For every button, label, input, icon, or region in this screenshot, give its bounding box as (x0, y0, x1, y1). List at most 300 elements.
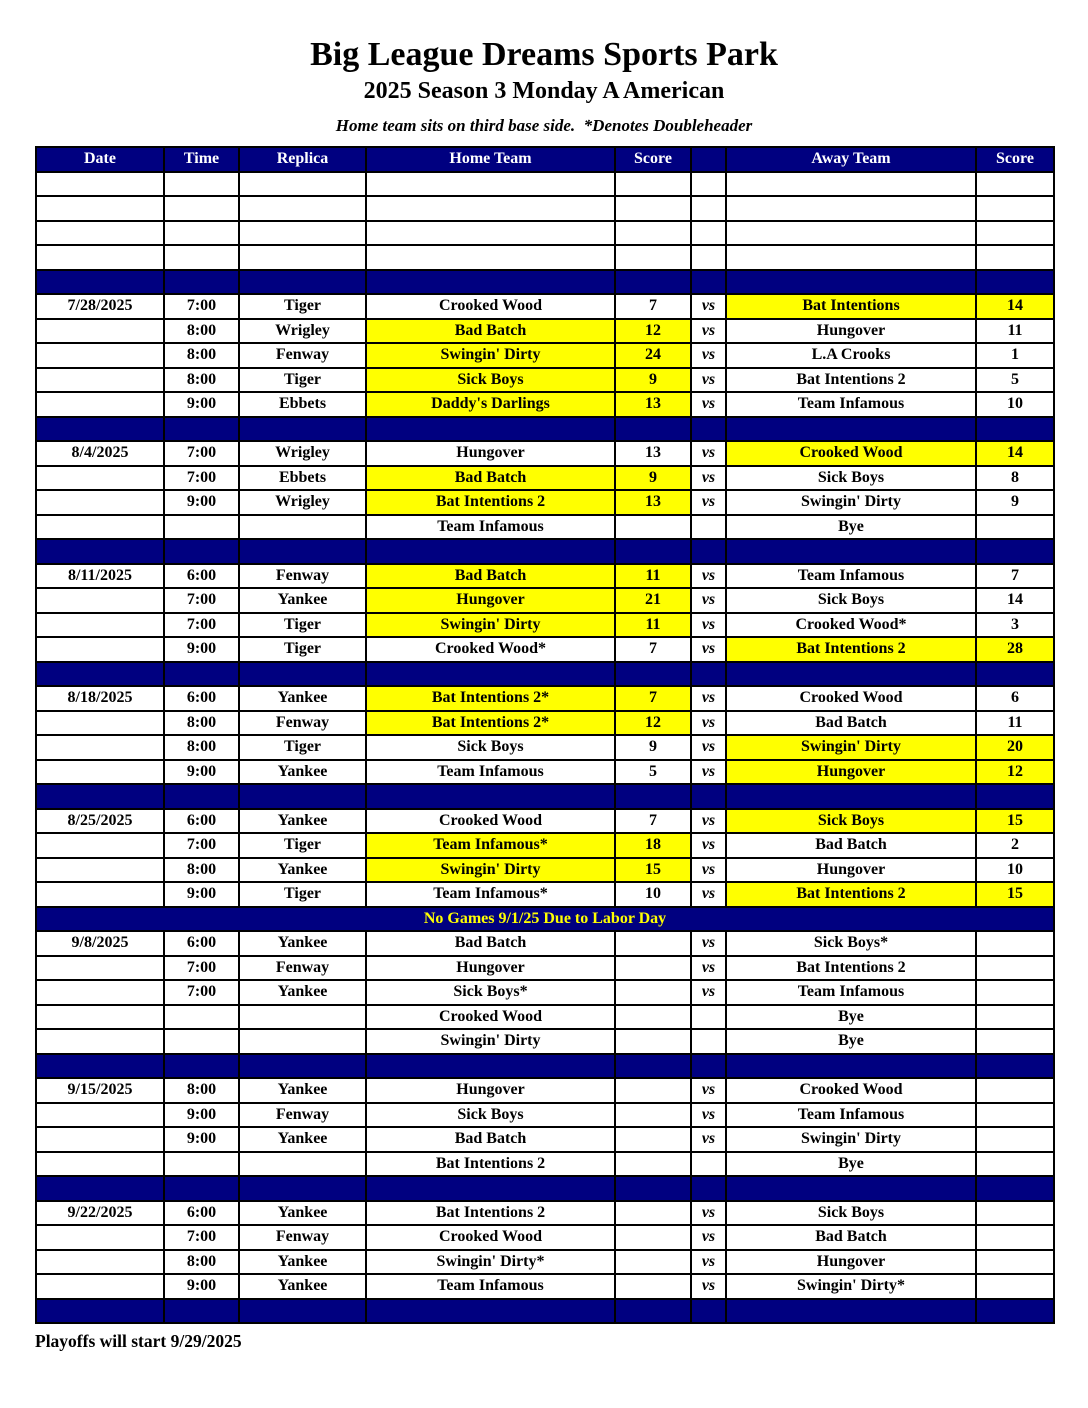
schedule-row (36, 637, 1054, 662)
date-cell (36, 1054, 164, 1079)
home-team-cell: Bat Intentions 2 (366, 490, 615, 515)
home-team-cell: Swingin' Dirty (366, 613, 615, 638)
vs-cell: vs (691, 833, 726, 858)
date-cell (36, 784, 164, 809)
time-cell: 6:00 (164, 809, 239, 834)
away-score-cell: 15 (976, 882, 1054, 907)
home-score-cell: 15 (615, 858, 691, 883)
date-cell (36, 882, 164, 907)
vs-cell: vs (691, 956, 726, 981)
time-cell (164, 539, 239, 564)
vs-cell (691, 172, 726, 197)
time-cell (164, 1005, 239, 1030)
time-cell (164, 784, 239, 809)
replica-cell (239, 1005, 366, 1030)
away-team-cell (726, 1054, 976, 1079)
home-team-cell: Crooked Wood (366, 809, 615, 834)
date-cell (36, 858, 164, 883)
home-team-cell: Hungover (366, 441, 615, 466)
date-cell: 8/4/2025 (36, 441, 164, 466)
date-cell: 9/15/2025 (36, 1078, 164, 1103)
away-score-cell: 14 (976, 588, 1054, 613)
away-score-cell (976, 515, 1054, 540)
away-score-cell: 8 (976, 466, 1054, 491)
away-team-cell: Sick Boys (726, 588, 976, 613)
replica-cell: Wrigley (239, 490, 366, 515)
replica-cell: Yankee (239, 760, 366, 785)
away-team-cell (726, 196, 976, 221)
vs-cell (691, 1176, 726, 1201)
home-team-cell: Bad Batch (366, 931, 615, 956)
home-score-cell: 24 (615, 343, 691, 368)
replica-cell: Yankee (239, 588, 366, 613)
time-cell: 9:00 (164, 1274, 239, 1299)
time-cell (164, 196, 239, 221)
vs-cell: vs (691, 1250, 726, 1275)
separator-row (36, 1176, 1054, 1201)
vs-cell: vs (691, 711, 726, 736)
date-cell (36, 613, 164, 638)
home-team-cell: Hungover (366, 588, 615, 613)
away-score-cell (976, 980, 1054, 1005)
away-score-cell: 20 (976, 735, 1054, 760)
home-score-cell: 9 (615, 735, 691, 760)
home-score-cell: 21 (615, 588, 691, 613)
away-score-cell (976, 1127, 1054, 1152)
away-score-cell (976, 221, 1054, 246)
away-team-cell: Bad Batch (726, 711, 976, 736)
vs-cell: vs (691, 980, 726, 1005)
date-cell (36, 1029, 164, 1054)
schedule-row (36, 1201, 1054, 1226)
away-team-cell: Crooked Wood* (726, 613, 976, 638)
replica-cell: Ebbets (239, 466, 366, 491)
away-team-cell: Hungover (726, 858, 976, 883)
away-score-cell: 15 (976, 809, 1054, 834)
vs-cell: vs (691, 637, 726, 662)
vs-cell (691, 539, 726, 564)
away-team-cell: Hungover (726, 760, 976, 785)
home-score-cell: 10 (615, 882, 691, 907)
time-cell: 6:00 (164, 1201, 239, 1226)
home-team-cell (366, 245, 615, 270)
date-cell (36, 1225, 164, 1250)
home-score-cell: 9 (615, 466, 691, 491)
away-team-cell: Bat Intentions 2 (726, 368, 976, 393)
time-cell (164, 245, 239, 270)
col-header-away-score: Score (976, 147, 1054, 172)
date-cell (36, 1176, 164, 1201)
home-team-cell (366, 1176, 615, 1201)
empty-row (36, 196, 1054, 221)
time-cell: 7:00 (164, 294, 239, 319)
time-cell: 6:00 (164, 686, 239, 711)
vs-cell: vs (691, 809, 726, 834)
separator-row (36, 784, 1054, 809)
home-team-cell: Bad Batch (366, 319, 615, 344)
home-score-cell (615, 784, 691, 809)
replica-cell: Tiger (239, 735, 366, 760)
away-team-cell (726, 221, 976, 246)
date-cell (36, 196, 164, 221)
schedule-row (36, 760, 1054, 785)
date-cell (36, 172, 164, 197)
replica-cell (239, 172, 366, 197)
schedule-row (36, 1005, 1054, 1030)
vs-cell: vs (691, 343, 726, 368)
home-score-cell (615, 172, 691, 197)
playoffs-note: Playoffs will start 9/29/2025 (35, 1331, 242, 1351)
away-score-cell (976, 1152, 1054, 1177)
vs-cell: vs (691, 1127, 726, 1152)
away-team-cell (726, 1176, 976, 1201)
home-score-cell (615, 1054, 691, 1079)
separator-row (36, 662, 1054, 687)
time-cell (164, 1176, 239, 1201)
empty-row (36, 245, 1054, 270)
home-score-cell: 5 (615, 760, 691, 785)
date-cell (36, 1005, 164, 1030)
replica-cell: Tiger (239, 882, 366, 907)
home-team-cell (366, 1054, 615, 1079)
time-cell: 9:00 (164, 1127, 239, 1152)
away-score-cell (976, 539, 1054, 564)
away-team-cell: Swingin' Dirty (726, 735, 976, 760)
home-team-cell: Sick Boys* (366, 980, 615, 1005)
away-score-cell (976, 1054, 1054, 1079)
home-score-cell (615, 1201, 691, 1226)
date-cell (36, 760, 164, 785)
away-team-cell: Sick Boys (726, 466, 976, 491)
away-team-cell: Crooked Wood (726, 1078, 976, 1103)
replica-cell: Ebbets (239, 392, 366, 417)
home-team-cell (366, 196, 615, 221)
schedule-row (36, 588, 1054, 613)
replica-cell: Wrigley (239, 319, 366, 344)
vs-cell: vs (691, 686, 726, 711)
time-cell: 7:00 (164, 588, 239, 613)
home-team-cell: Bat Intentions 2* (366, 686, 615, 711)
replica-cell: Tiger (239, 613, 366, 638)
schedule-row (36, 1078, 1054, 1103)
date-cell (36, 270, 164, 295)
away-score-cell (976, 1176, 1054, 1201)
away-score-cell (976, 245, 1054, 270)
vs-cell: vs (691, 613, 726, 638)
date-cell (36, 637, 164, 662)
replica-cell: Fenway (239, 711, 366, 736)
away-team-cell (726, 417, 976, 442)
away-team-cell (726, 1299, 976, 1324)
replica-cell: Tiger (239, 637, 366, 662)
away-team-cell: L.A Crooks (726, 343, 976, 368)
vs-cell (691, 515, 726, 540)
schedule-row (36, 1225, 1054, 1250)
home-team-cell: Swingin' Dirty (366, 343, 615, 368)
replica-cell (239, 515, 366, 540)
time-cell: 9:00 (164, 490, 239, 515)
home-score-cell: 7 (615, 809, 691, 834)
time-cell: 6:00 (164, 564, 239, 589)
home-score-cell: 13 (615, 441, 691, 466)
away-team-cell: Sick Boys (726, 1201, 976, 1226)
away-score-cell (976, 1078, 1054, 1103)
home-score-cell (615, 980, 691, 1005)
away-team-cell: Bad Batch (726, 1225, 976, 1250)
home-team-cell: Bad Batch (366, 564, 615, 589)
away-score-cell (976, 172, 1054, 197)
schedule-row (36, 686, 1054, 711)
away-team-cell (726, 662, 976, 687)
time-cell: 8:00 (164, 858, 239, 883)
schedule-row (36, 1274, 1054, 1299)
vs-cell: vs (691, 735, 726, 760)
vs-cell (691, 196, 726, 221)
home-team-cell: Crooked Wood (366, 1225, 615, 1250)
replica-cell: Yankee (239, 1250, 366, 1275)
replica-cell (239, 417, 366, 442)
home-team-cell (366, 662, 615, 687)
vs-cell (691, 221, 726, 246)
home-team-cell: Crooked Wood (366, 1005, 615, 1030)
home-score-cell: 12 (615, 319, 691, 344)
away-score-cell: 7 (976, 564, 1054, 589)
vs-cell (691, 662, 726, 687)
date-cell (36, 1152, 164, 1177)
table-header-row (36, 147, 1054, 172)
replica-cell (239, 1054, 366, 1079)
away-score-cell (976, 784, 1054, 809)
replica-cell (239, 1152, 366, 1177)
vs-cell (691, 1054, 726, 1079)
away-score-cell: 5 (976, 368, 1054, 393)
home-score-cell: 7 (615, 686, 691, 711)
schedule-row (36, 343, 1054, 368)
replica-cell: Fenway (239, 956, 366, 981)
time-cell: 9:00 (164, 637, 239, 662)
date-cell (36, 735, 164, 760)
away-team-cell (726, 245, 976, 270)
date-cell: 8/11/2025 (36, 564, 164, 589)
empty-row (36, 172, 1054, 197)
replica-cell (239, 196, 366, 221)
vs-cell: vs (691, 1103, 726, 1128)
home-team-cell: Swingin' Dirty* (366, 1250, 615, 1275)
away-score-cell (976, 1299, 1054, 1324)
replica-cell: Yankee (239, 1078, 366, 1103)
away-score-cell (976, 1103, 1054, 1128)
replica-cell: Wrigley (239, 441, 366, 466)
away-team-cell: Hungover (726, 319, 976, 344)
away-team-cell: Sick Boys (726, 809, 976, 834)
schedule-row (36, 1029, 1054, 1054)
replica-cell (239, 1299, 366, 1324)
time-cell (164, 417, 239, 442)
schedule-row (36, 711, 1054, 736)
vs-cell: vs (691, 858, 726, 883)
home-score-cell: 7 (615, 294, 691, 319)
date-cell (36, 392, 164, 417)
away-score-cell: 1 (976, 343, 1054, 368)
away-team-cell: Bat Intentions 2 (726, 956, 976, 981)
date-cell (36, 662, 164, 687)
replica-cell (239, 784, 366, 809)
away-score-cell (976, 1225, 1054, 1250)
date-cell (36, 1103, 164, 1128)
schedule-note: Home team sits on third base side. *Denotes Doubleheader (335, 116, 753, 135)
date-cell (36, 1299, 164, 1324)
replica-cell (239, 1176, 366, 1201)
away-score-cell: 12 (976, 760, 1054, 785)
away-team-cell: Bad Batch (726, 833, 976, 858)
home-team-cell: Team Infamous* (366, 833, 615, 858)
schedule-row (36, 515, 1054, 540)
away-score-cell (976, 196, 1054, 221)
replica-cell: Fenway (239, 1103, 366, 1128)
away-score-cell (976, 1005, 1054, 1030)
home-score-cell (615, 1250, 691, 1275)
home-score-cell (615, 417, 691, 442)
home-team-cell (366, 221, 615, 246)
home-score-cell: 13 (615, 490, 691, 515)
date-cell: 9/8/2025 (36, 931, 164, 956)
home-team-cell: Sick Boys (366, 368, 615, 393)
home-score-cell (615, 196, 691, 221)
col-header-away-team: Away Team (726, 147, 976, 172)
away-team-cell (726, 172, 976, 197)
home-score-cell (615, 1152, 691, 1177)
date-cell (36, 245, 164, 270)
away-score-cell: 2 (976, 833, 1054, 858)
away-score-cell (976, 1029, 1054, 1054)
home-team-cell: Team Infamous (366, 515, 615, 540)
away-team-cell: Team Infamous (726, 392, 976, 417)
vs-cell: vs (691, 882, 726, 907)
home-team-cell (366, 172, 615, 197)
away-score-cell (976, 417, 1054, 442)
away-score-cell (976, 1201, 1054, 1226)
replica-cell (239, 245, 366, 270)
time-cell (164, 270, 239, 295)
vs-cell: vs (691, 490, 726, 515)
replica-cell: Yankee (239, 1201, 366, 1226)
away-team-cell: Bat Intentions (726, 294, 976, 319)
home-team-cell: Crooked Wood (366, 294, 615, 319)
date-cell: 8/18/2025 (36, 686, 164, 711)
away-team-cell: Crooked Wood (726, 441, 976, 466)
empty-row (36, 221, 1054, 246)
vs-cell: vs (691, 1201, 726, 1226)
home-team-cell (366, 417, 615, 442)
time-cell: 8:00 (164, 343, 239, 368)
time-cell: 8:00 (164, 319, 239, 344)
time-cell: 7:00 (164, 980, 239, 1005)
vs-cell: vs (691, 319, 726, 344)
away-score-cell: 9 (976, 490, 1054, 515)
away-team-cell (726, 539, 976, 564)
home-team-cell: Team Infamous (366, 760, 615, 785)
schedule-row (36, 858, 1054, 883)
schedule-row (36, 490, 1054, 515)
schedule-row (36, 833, 1054, 858)
away-score-cell: 14 (976, 441, 1054, 466)
away-team-cell: Bye (726, 515, 976, 540)
home-score-cell (615, 1299, 691, 1324)
schedule-row (36, 368, 1054, 393)
away-score-cell: 28 (976, 637, 1054, 662)
vs-cell: vs (691, 1078, 726, 1103)
home-team-cell: Crooked Wood* (366, 637, 615, 662)
vs-cell: vs (691, 564, 726, 589)
home-team-cell: Bat Intentions 2 (366, 1201, 615, 1226)
home-score-cell: 11 (615, 613, 691, 638)
away-team-cell: Team Infamous (726, 980, 976, 1005)
banner-row (36, 907, 1054, 932)
col-header-date: Date (36, 147, 164, 172)
page-subtitle: 2025 Season 3 Monday A American (363, 78, 725, 104)
date-cell (36, 1274, 164, 1299)
col-header-vs (691, 147, 726, 172)
replica-cell: Fenway (239, 564, 366, 589)
home-team-cell: Team Infamous (366, 1274, 615, 1299)
col-header-time: Time (164, 147, 239, 172)
home-team-cell: Bat Intentions 2 (366, 1152, 615, 1177)
home-team-cell (366, 1299, 615, 1324)
home-score-cell: 18 (615, 833, 691, 858)
vs-cell: vs (691, 1225, 726, 1250)
time-cell: 8:00 (164, 368, 239, 393)
date-cell (36, 980, 164, 1005)
replica-cell: Fenway (239, 1225, 366, 1250)
date-cell (36, 588, 164, 613)
schedule-row (36, 1152, 1054, 1177)
home-score-cell: 11 (615, 564, 691, 589)
time-cell: 8:00 (164, 735, 239, 760)
away-team-cell: Bye (726, 1005, 976, 1030)
home-team-cell (366, 270, 615, 295)
time-cell: 8:00 (164, 1250, 239, 1275)
vs-cell (691, 1152, 726, 1177)
replica-cell: Tiger (239, 833, 366, 858)
vs-cell: vs (691, 392, 726, 417)
schedule-row (36, 931, 1054, 956)
replica-cell: Fenway (239, 343, 366, 368)
replica-cell: Tiger (239, 294, 366, 319)
date-cell (36, 417, 164, 442)
vs-cell: vs (691, 1274, 726, 1299)
replica-cell (239, 221, 366, 246)
home-team-cell: Hungover (366, 956, 615, 981)
replica-cell: Yankee (239, 809, 366, 834)
home-team-cell: Bad Batch (366, 1127, 615, 1152)
time-cell (164, 1054, 239, 1079)
away-team-cell (726, 784, 976, 809)
home-team-cell (366, 784, 615, 809)
away-team-cell: Swingin' Dirty* (726, 1274, 976, 1299)
replica-cell: Yankee (239, 980, 366, 1005)
date-cell (36, 956, 164, 981)
date-cell: 7/28/2025 (36, 294, 164, 319)
schedule-row (36, 294, 1054, 319)
time-cell: 7:00 (164, 466, 239, 491)
away-team-cell: Bat Intentions 2 (726, 882, 976, 907)
time-cell: 9:00 (164, 760, 239, 785)
away-score-cell (976, 931, 1054, 956)
time-cell (164, 172, 239, 197)
replica-cell: Yankee (239, 931, 366, 956)
vs-cell (691, 1005, 726, 1030)
away-team-cell: Team Infamous (726, 1103, 976, 1128)
